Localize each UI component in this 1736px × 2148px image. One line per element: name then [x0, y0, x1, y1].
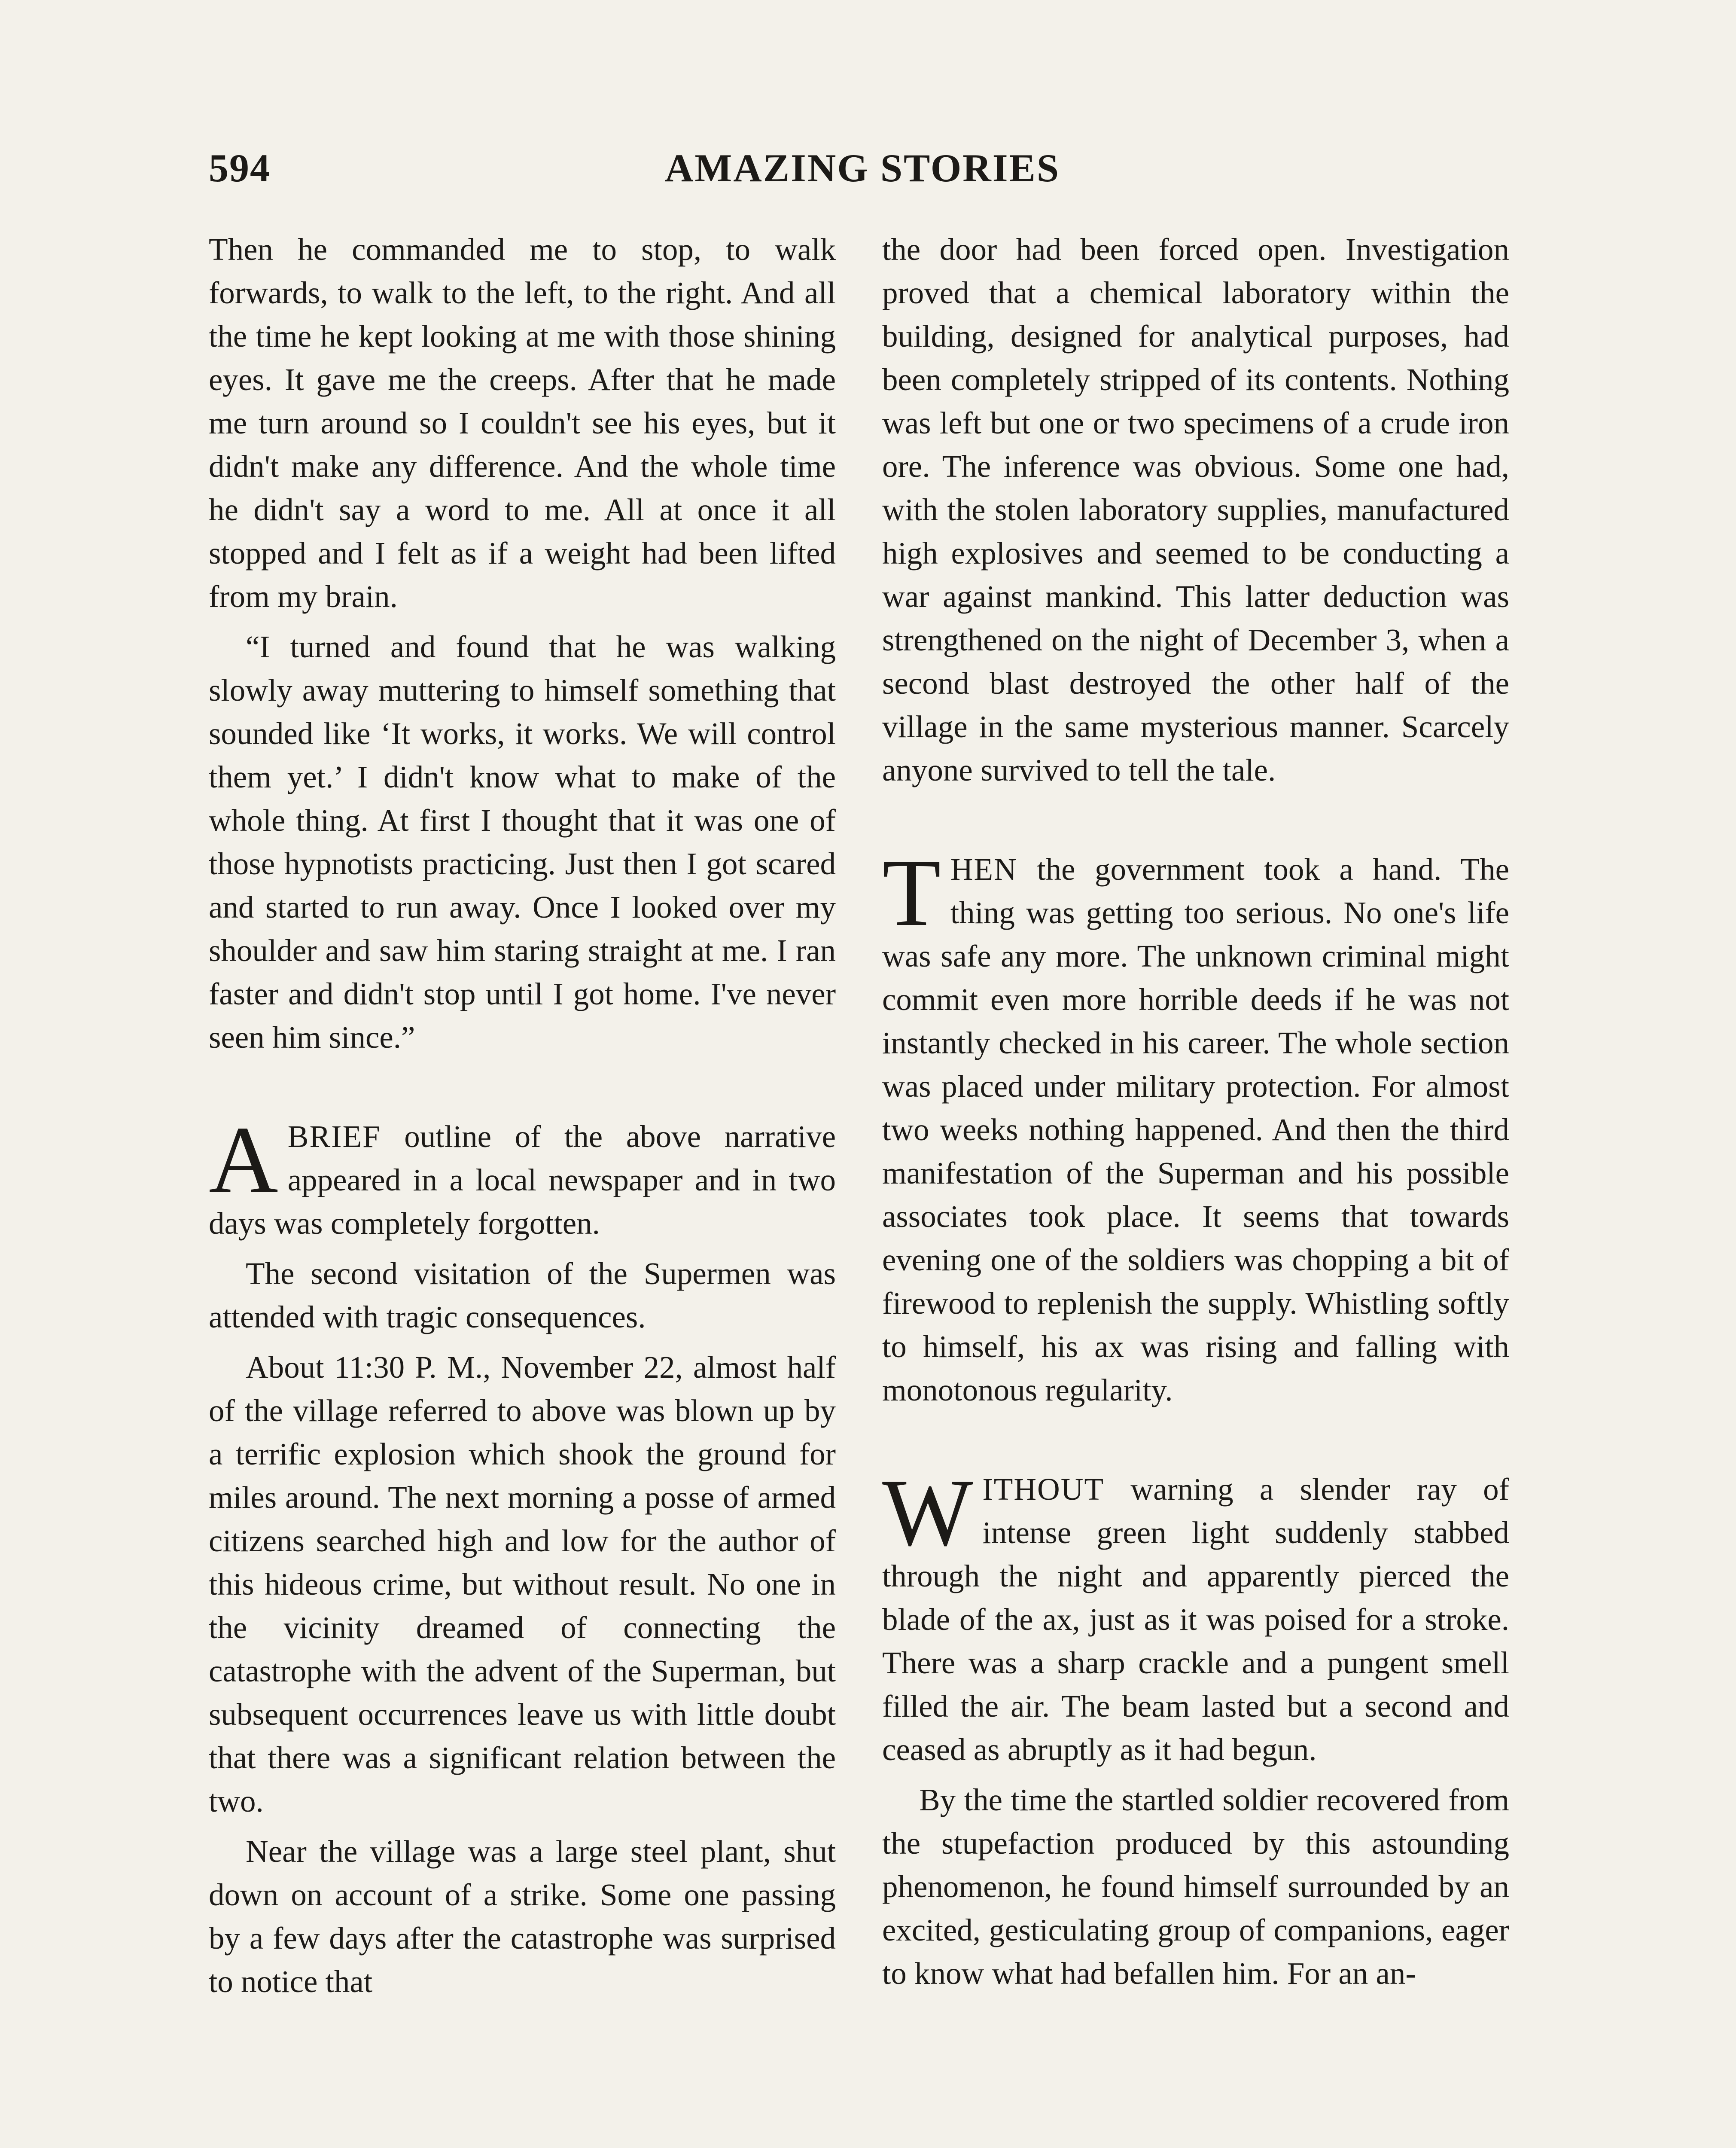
paragraph: Then he commanded me to stop, to walk forwards, to walk to the left, to the right. And all the time he kept looking at me with those shining eyes. It gave me the creeps. After that he made me turn around so I couldn't see his eyes, but it didn't make any difference. And the whole time he didn't say a word to me. All at once it all stopped and I felt as if a weight had been lifted from my brain. [209, 232, 836, 614]
lead-in-text: BRIEF [287, 1119, 381, 1154]
right-column [882, 228, 1509, 2002]
drop-cap: W [882, 1459, 973, 1566]
lead-in-text: ITHOUT [982, 1472, 1105, 1507]
paragraph: By the time the startled soldier recovered from the stupefaction produced by this astounding phenomenon, he found himself surrounded by an excited, gesticulating group of companions, eager to know what had befallen him. For an an- [882, 1782, 1509, 1991]
lead-in-text: HEN [950, 852, 1017, 887]
paragraph: The second visitation of the Supermen was attended with tragic consequences. [209, 1256, 836, 1334]
paragraph-text: warning a slender ray of intense green light suddenly stabbed through the night and apparently pierced the blade of the ax, just as it was poised for a stroke. There was a sharp crackle and a pungent smell filled the air. The beam lasted but a second and ceased as abruptly as it had begun. [882, 1472, 1509, 1767]
section-opening-paragraph [882, 1459, 1509, 1771]
page-number: 594 [209, 146, 271, 190]
paragraph-text: the government took a hand. The thing was getting too serious. No one's life was safe any more. The unknown criminal might commit even more horrible deeds if he was not instantly checked in his career. The whole section was placed under military protection. For almost two weeks nothing happened. And then the third manifestation of the Superman and his possible associates took place. It seems that towards evening one of the soldiers was chopping a bit of firewood to replenish the supply. Whistling softly to himself, his ax was rising and falling with monotonous regularity. [882, 852, 1509, 1407]
section-opening-paragraph [882, 839, 1509, 1412]
paragraph: “I turned and found that he was walking slowly away muttering to himself something that sounded like ‘It works, it works. We will control them yet.’ I didn't know what to make of the whole thing. At first I thought that it was one of those hypnotists practicing. Just then I got scared and started to run away. Once I looked over my shoulder and saw him staring straight at me. I ran faster and didn't stop until I got home. I've never seen him since.” [209, 629, 836, 1055]
paragraph: About 11:30 P. M., November 22, almost half of the village referred to above was blown up by a terrific explosion which shook the ground for miles around. The next morning a posse of armed citizens searched high and low for the author of this hideous crime, but without result. No one in the vicinity dreamed of connecting the catastrophe with the advent of the Superman, but subsequent occurrences leave us with little doubt that there was a significant relation between the two. [209, 1350, 836, 1818]
drop-cap: T [882, 839, 941, 946]
paragraph: Near the village was a large steel plant, shut down on account of a strike. Some one passing by a few days after the catastrophe was surprised to notice that [209, 1834, 836, 1999]
page-header [209, 145, 1516, 197]
section-opening-paragraph [209, 1107, 836, 1245]
left-column [209, 228, 836, 2010]
paragraph: the door had been forced open. Investigation proved that a chemical laboratory within the building, designed for analytical purposes, had been completely stripped of its contents. Nothing was left but one or two specimens of a crude iron ore. The inference was obvious. Some one had, with the stolen laboratory supplies, manufactured high explosives and seemed to be conducting a war against mankind. This latter deduction was strengthened on the night of December 3, when a second blast destroyed the other half of the village in the same mysterious manner. Scarcely anyone survived to tell the tale. [882, 232, 1509, 787]
drop-cap: A [209, 1107, 278, 1213]
running-title: AMAZING STORIES [664, 146, 1060, 190]
paragraph-text: outline of the above narrative appeared in a local newspaper and in two days was completely forgotten. [209, 1119, 836, 1241]
